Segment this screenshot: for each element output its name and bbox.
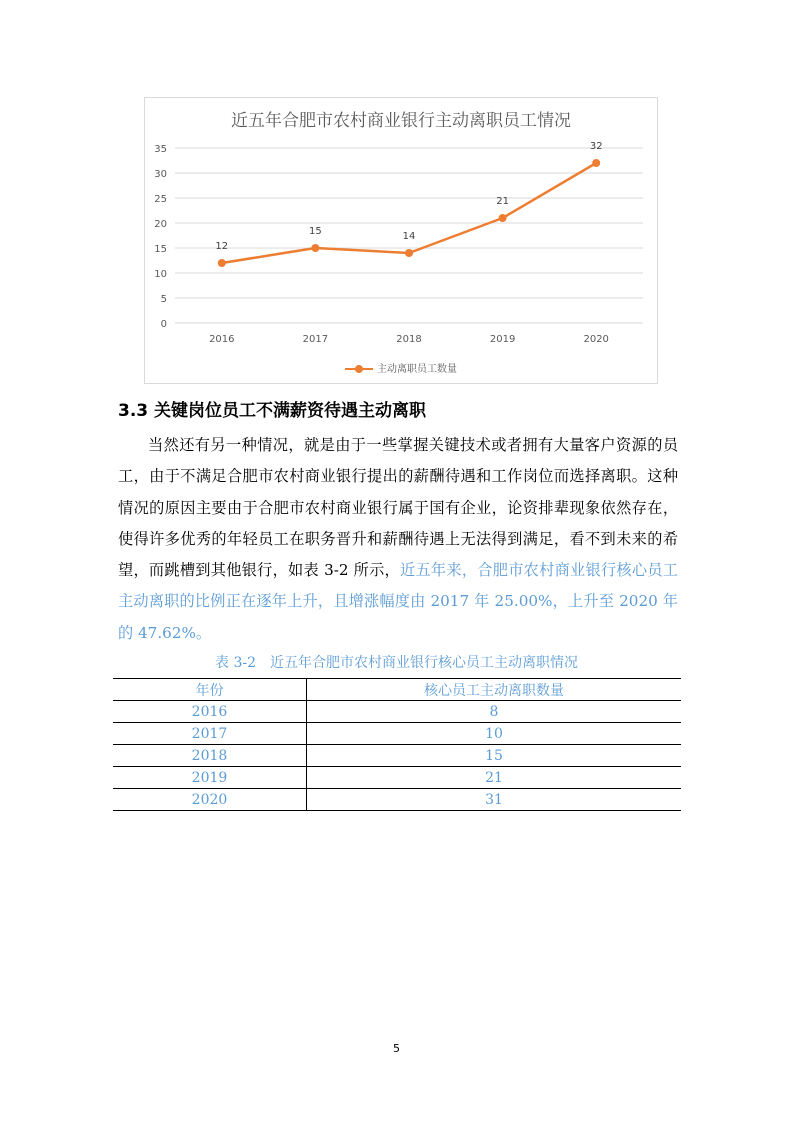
cell-year: 2017 <box>113 723 307 745</box>
cell-count: 21 <box>307 767 682 789</box>
y-tick-label: 35 <box>154 144 167 155</box>
cell-count: 10 <box>307 723 682 745</box>
table-header-row <box>113 679 681 701</box>
body-paragraph <box>118 430 678 649</box>
chart-plot-area <box>145 98 659 385</box>
y-tick-label: 0 <box>160 319 167 330</box>
x-tick-label: 2018 <box>396 334 422 345</box>
y-tick-label: 15 <box>154 244 167 255</box>
chart-legend <box>145 360 657 375</box>
cell-count: 15 <box>307 745 682 767</box>
data-point <box>405 249 413 257</box>
cell-year: 2020 <box>113 789 307 811</box>
x-tick-label: 2016 <box>209 334 235 345</box>
table-row <box>113 767 681 789</box>
table-row <box>113 745 681 767</box>
section-heading: 3.3 关键岗位员工不满薪资待遇主动离职 <box>118 401 427 421</box>
y-tick-label: 5 <box>160 294 167 305</box>
y-tick-label: 25 <box>154 194 167 205</box>
x-tick-label: 2020 <box>583 334 609 345</box>
legend-swatch <box>345 364 373 374</box>
cell-year: 2016 <box>113 701 307 723</box>
data-point <box>499 214 507 222</box>
data-point <box>311 244 319 252</box>
page-number: 5 <box>393 1042 400 1055</box>
cell-year: 2018 <box>113 745 307 767</box>
cell-year: 2019 <box>113 767 307 789</box>
data-label: 15 <box>309 226 322 237</box>
data-label: 21 <box>496 196 509 207</box>
line-chart <box>144 97 658 384</box>
chart-title: 近五年合肥市农村商业银行主动离职员工情况 <box>231 111 571 131</box>
table-caption: 表 3-2 近五年合肥市农村商业银行核心员工主动离职情况 <box>215 655 578 671</box>
table-row <box>113 701 681 723</box>
column-header-count: 核心员工主动离职数量 <box>307 679 682 701</box>
table-row <box>113 789 681 811</box>
paragraph-highlight: 近五年来，合肥市农村商业银行核心员工主动离职的比例正在逐年上升，且增涨幅度由 2017 年 25.00%，上升至 2020 年的 47.62%。 <box>118 561 678 642</box>
data-point <box>592 159 600 167</box>
legend-label: 主动离职员工数量 <box>377 364 457 375</box>
x-tick-label: 2017 <box>302 334 329 345</box>
table-row <box>113 723 681 745</box>
x-tick-label: 2019 <box>489 334 516 345</box>
y-tick-label: 10 <box>154 269 167 280</box>
y-tick-label: 20 <box>154 219 167 230</box>
paragraph-text: 当然还有另一种情况，就是由于一些掌握关键技术或者拥有大量客户资源的员工，由于不满足合肥市农村商业银行提出的薪酬待遇和工作岗位而选择离职。这种情况的原因主要由于合肥市农村商业银行属于国有企业，论资排辈现象依然存在，使得许多优秀的年轻员工在职务晋升和薪酬待遇上无法得到满足，看不到未来的希望，而跳槽到其他银行，如表 3-2 所示， <box>118 436 678 580</box>
data-label: 14 <box>402 231 416 242</box>
data-label: 12 <box>215 241 229 252</box>
data-label: 32 <box>589 141 603 152</box>
y-tick-label: 30 <box>154 169 167 180</box>
data-point <box>218 259 226 267</box>
cell-count: 8 <box>307 701 682 723</box>
column-header-year: 年份 <box>113 679 307 701</box>
data-table <box>113 678 681 811</box>
cell-count: 31 <box>307 789 682 811</box>
